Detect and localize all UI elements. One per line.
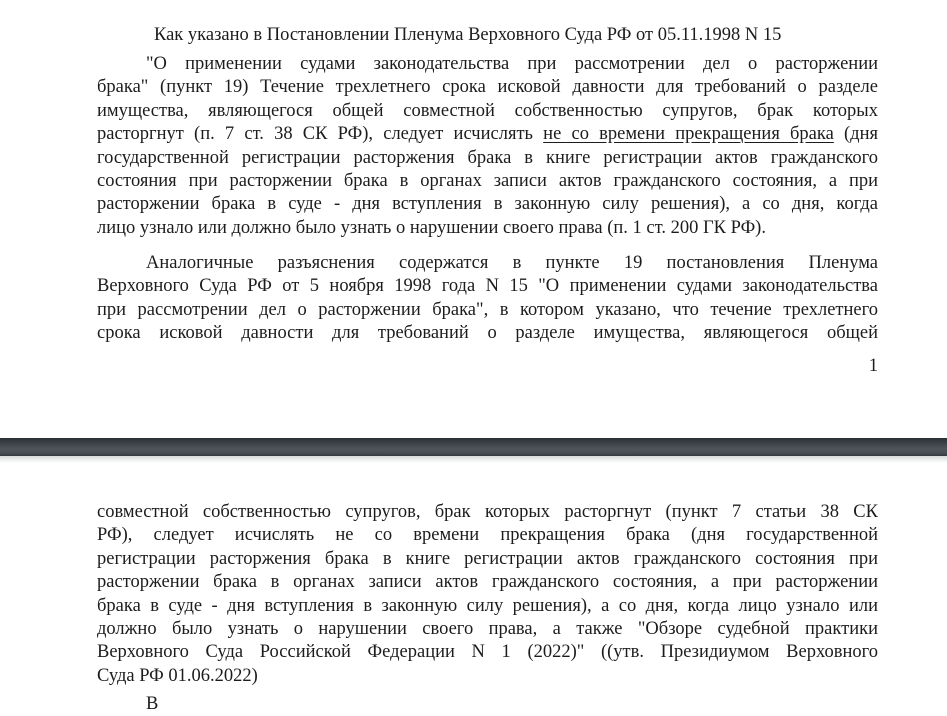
page-number: 1: [868, 356, 878, 376]
text-line: расторжении брака в суде - дня вступления в законную силу решения), а со дня, когда: [97, 194, 878, 215]
text-line: лицо узнало или должно было узнать о нарушении своего права (п. 1 ст. 200 ГК РФ).: [97, 217, 766, 238]
text-line: регистрации расторжения брака в книге регистрации актов гражданского состояния при: [97, 548, 878, 569]
paragraph-2: [97, 252, 878, 346]
text-line: РФ), следует исчислять не со времени прекращения брака (дня государственной: [97, 525, 878, 546]
text-line: расторжении брака в органах записи актов гражданского состояния, а при расторжении: [97, 572, 878, 593]
title-line: Как указано в Постановлении Пленума Верховного Суда РФ от 05.11.1998 N 15: [154, 25, 782, 45]
text-line: должно было узнать о нарушении своего права, а также "Обзоре судебной практики: [97, 619, 878, 640]
text-line: совместной собственностью супругов, брак которых расторгнут (пункт 7 статьи 38 СК: [97, 502, 878, 522]
text-line: срока исковой давности для требований о разделе имущества, являющегося общей: [97, 323, 878, 344]
text-line: Верховного Суда РФ от 5 ноября 1998 года N 15 "О применении судами законодательства: [97, 276, 878, 297]
text-line: государственной регистрации расторжения брака в книге регистрации актов гражданского: [97, 147, 878, 168]
text-line: имущества, являющегося общей совместной собственностью супругов, брак которых: [97, 100, 878, 121]
text-segment: расторгнут (п. 7 ст. 38 СК РФ), следует исчислять: [97, 124, 544, 145]
text-line: Верховного Суда Российской Федерации N 1 (2022)" ((утв. Президиумом Верховного: [97, 642, 878, 663]
text-line: Аналогичные разъяснения содержатся в пункте 19 постановления Пленума: [146, 253, 878, 273]
paragraph-3-continuation: [97, 501, 878, 688]
text-line-with-underline: [97, 123, 878, 146]
paragraph-1: [97, 53, 878, 240]
text-segment: (дня: [833, 124, 879, 145]
text-line: при рассмотрении дел о расторжении брака", в котором указано, что течение трехлетнего: [97, 299, 878, 320]
next-paragraph-clipped: [97, 693, 878, 716]
text-line: Суда РФ 01.06.2022): [97, 665, 258, 686]
text-line: В: [146, 694, 159, 714]
underlined-phrase: не со времени прекращения брака: [543, 124, 834, 145]
page-break-separator: [0, 438, 947, 456]
text-line: состояния при расторжении брака в органах записи актов гражданского состояния, а при: [97, 171, 878, 192]
text-line: брака" (пункт 19) Течение трехлетнего срока исковой давности для требований о разделе: [97, 77, 878, 98]
text-line: брака в суде - дня вступления в законную силу решения), а со дня, когда лицо узнало или: [97, 595, 878, 616]
text-line: "О применении судами законодательства при рассмотрении дел о расторжении: [146, 54, 878, 74]
